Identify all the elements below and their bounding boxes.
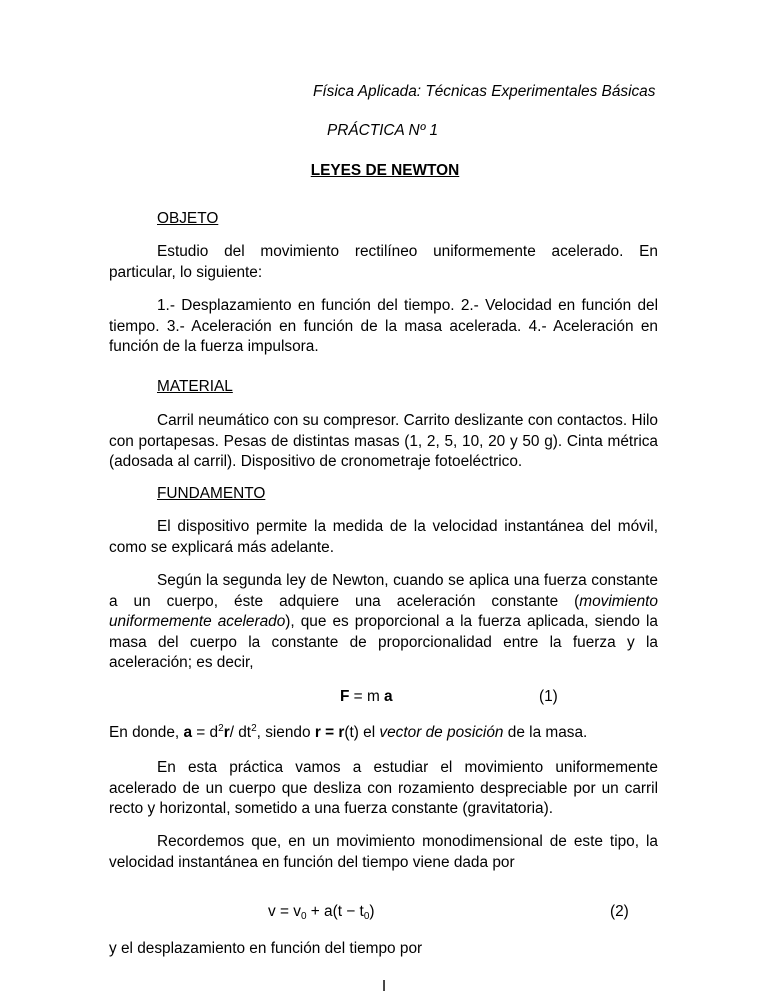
equation-text: + a(t − t bbox=[306, 903, 364, 920]
section-heading-objeto: OBJETO bbox=[157, 210, 219, 227]
text-run: de la masa. bbox=[503, 724, 588, 741]
bold-text: a bbox=[183, 724, 193, 741]
equation-text: = m bbox=[349, 688, 385, 705]
fundamento-paragraph-3 bbox=[109, 724, 587, 742]
equation-text: ) bbox=[369, 903, 375, 920]
equation-1 bbox=[340, 688, 393, 706]
superscript: 2 bbox=[218, 723, 224, 734]
section-heading-material: MATERIAL bbox=[157, 378, 233, 395]
bold-text: r = r bbox=[314, 724, 345, 741]
equation-2 bbox=[268, 903, 375, 921]
equation-symbol: F bbox=[340, 688, 350, 705]
course-title: Física Aplicada: Técnicas Experimentales Básicas bbox=[313, 83, 656, 100]
text-run: Según la segunda ley de Newton, cuando se aplica una fuerza constante a un cuerpo, éste adquiere una aceleración constante ( bbox=[109, 572, 658, 610]
text-run: ), que es proporcional a la fuerza aplicada, siendo la masa del cuerpo la constante de proporcionalidad entre la fuerza y la aceleración; es decir, bbox=[109, 613, 658, 672]
superscript: 2 bbox=[251, 723, 257, 734]
page-number: I bbox=[381, 978, 387, 995]
objeto-paragraph-2: 1.- Desplazamiento en función del tiempo. 2.- Velocidad en función del tiempo. 3.- Aceleración en función de la masa acelerada. 4.- Aceleración en función de la fuerza impulsora. bbox=[109, 297, 658, 356]
objeto-paragraph-1: Estudio del movimiento rectilíneo uniformemente acelerado. En particular, lo siguiente: bbox=[109, 243, 658, 281]
subscript: 0 bbox=[363, 911, 370, 922]
equation-2-number: (2) bbox=[610, 903, 629, 920]
equation-text: v = v bbox=[268, 903, 301, 920]
bold-text: r bbox=[223, 724, 230, 741]
practice-number: PRÁCTICA Nº 1 bbox=[327, 122, 439, 139]
equation-1-number: (1) bbox=[539, 688, 558, 705]
emphasis-text: movimiento uniformemente acelerado bbox=[109, 592, 658, 631]
equation-symbol: a bbox=[384, 688, 393, 705]
fundamento-paragraph-5: Recordemos que, en un movimiento monodimensional de este tipo, la velocidad instantánea en función del tiempo viene dada por bbox=[109, 833, 658, 871]
material-paragraph: Carril neumático con su compresor. Carrito deslizante con contactos. Hilo con portapesas. Pesas de distintas masas (1, 2, 5, 10, 20 y 50 g). Cinta métrica (adosada al carril). Dispositivo de cronometraje fotoeléctrico. bbox=[109, 412, 658, 471]
text-run: / dt bbox=[229, 724, 252, 741]
emphasis-text: vector de posición bbox=[379, 724, 504, 741]
text-run: En donde, bbox=[109, 724, 184, 741]
page-title bbox=[0, 162, 768, 180]
subscript: 0 bbox=[300, 911, 307, 922]
fundamento-paragraph-1: El dispositivo permite la medida de la velocidad instantánea del móvil, como se explicará más adelante. bbox=[109, 518, 658, 556]
section-heading-fundamento: FUNDAMENTO bbox=[157, 485, 266, 502]
text-run: = d bbox=[192, 724, 219, 741]
text-run: (t) el bbox=[344, 724, 380, 741]
fundamento-paragraph-6: y el desplazamiento en función del tiempo por bbox=[109, 940, 423, 957]
fundamento-paragraph-2 bbox=[109, 571, 658, 674]
fundamento-paragraph-4: En esta práctica vamos a estudiar el movimiento uniformemente acelerado de un cuerpo que desliza con rozamiento despreciable por un carril recto y horizontal, sometido a una fuerza constante (gravitatoria). bbox=[109, 759, 658, 818]
text-run: , siendo bbox=[256, 724, 315, 741]
page-title-text: LEYES DE NEWTON bbox=[310, 162, 460, 179]
